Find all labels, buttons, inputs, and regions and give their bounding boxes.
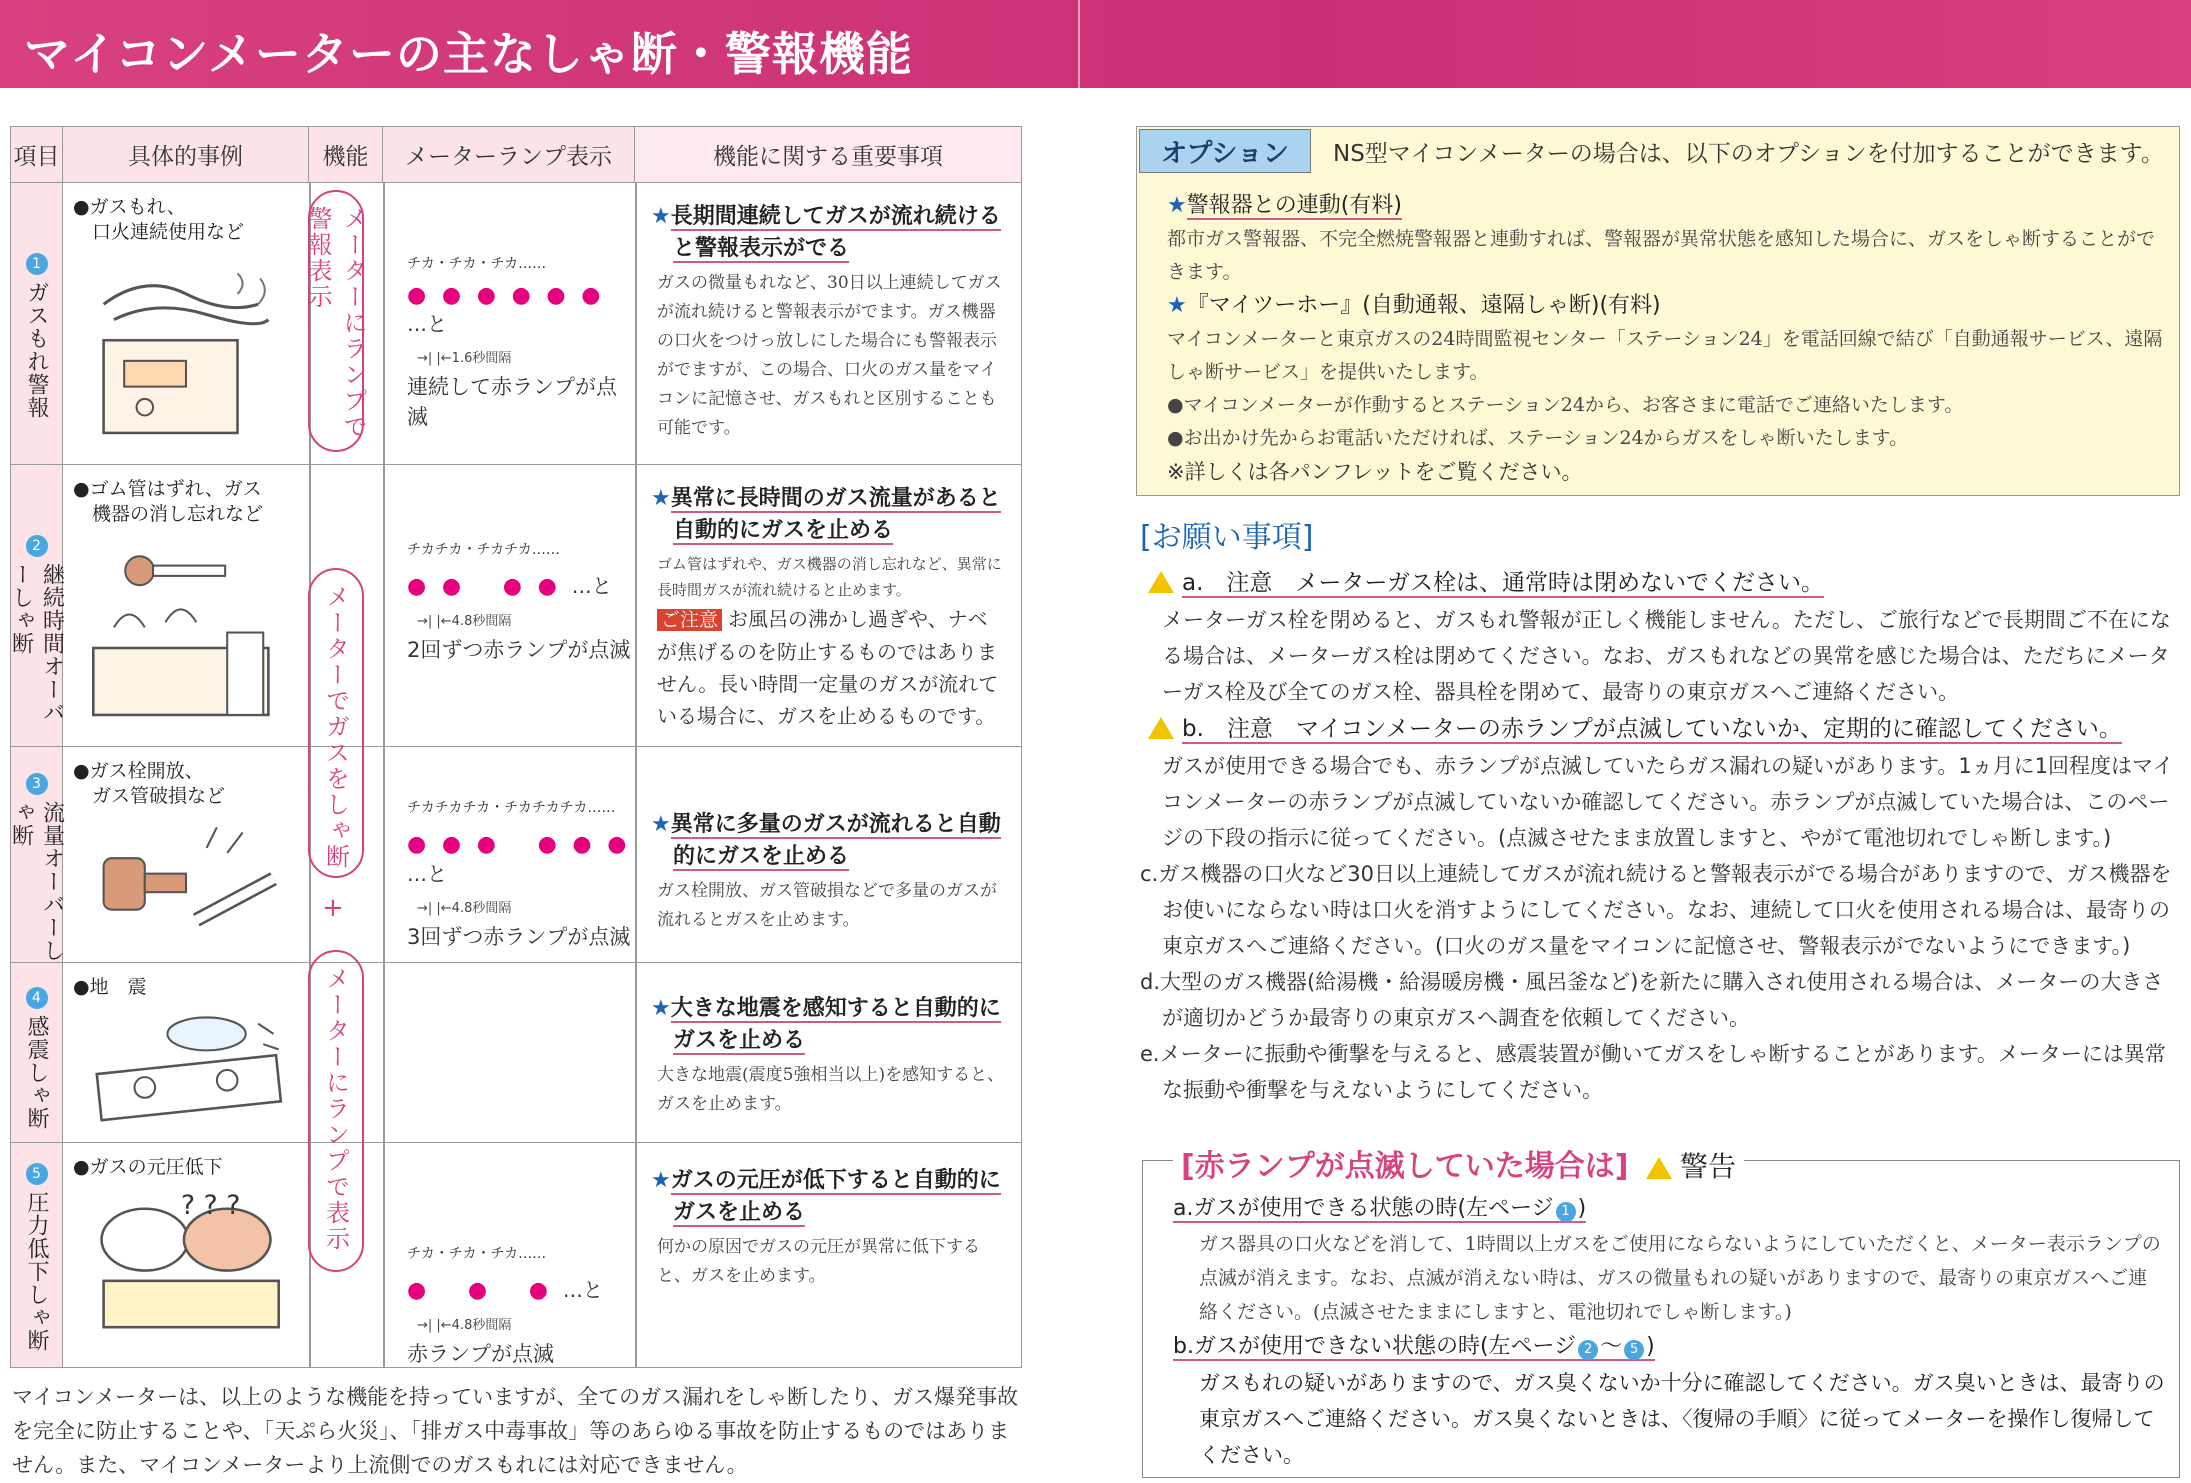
shared-lamp-cell: [383, 1243, 633, 1369]
important-heading: 長期間連続してガスが流れ続けると警報表示がでる: [670, 204, 1001, 261]
alert-box: [赤ランプが点滅していた場合は] 警告 a.ガスが使用できる状態の時(左ページ 1 ) ガス器具の口火などを消して、1時間以上ガスをご使用にならないようにしていただくと、メーター表示ランプの点滅が消えます。なお、点滅が消えない時は、ガスの微量もれの疑いがありますので、最寄りの東京ガスへご連絡ください。(点滅させたままにしますと、電池切れでしゃ断します。) b.ガスが使用できない状態の時(左ページ 2 ～ 5 ) ガスもれの疑いがありますので、ガス臭くないか十分に確認してください。ガス臭いときは、最寄りの東京ガスへご連絡ください。ガス臭くないときは、〈復帰の手順〉に従ってメーターを操作し復帰してください。: [1142, 1160, 2180, 1478]
example-text: ●ガス栓開放、 ガス管破損など: [73, 760, 226, 807]
title-banner: [0, 0, 2191, 88]
important-body: 何かの原因でガスの元圧が異常に低下すると、ガスを止めます。: [657, 1237, 980, 1286]
item-cell: [11, 183, 63, 464]
lamp-description: 2回ずつ赤ランプが点滅: [407, 638, 631, 662]
request-text: メーターガス栓を閉めると、ガスもれ警報が正しく機能しません。ただし、ご旅行などで長期間ご不在になる場合は、メーターガス栓は閉めてください。なお、ガスもれなどの異常を感じた場合は、ただちにメーターガス栓及び全てのガス栓、器具栓を閉めて、最寄りの東京ガスへご連絡ください。: [1162, 608, 2171, 704]
caution-note: お風呂の沸かし過ぎや、ナベが焦げるのを防止するものではありません。長い時間一定量のガスが流れている場合に、ガスを止めるものです。: [657, 607, 999, 728]
option-heading: 警報器との連動(有料): [1186, 193, 1402, 218]
earthquake-stove-illustration: [83, 1003, 289, 1127]
example-cell: [63, 465, 309, 746]
star-icon: ★: [651, 204, 671, 229]
lamp-cell: [383, 747, 633, 962]
lamp-caption: チカチカ・チカチカ……: [407, 542, 560, 558]
star-icon: ★: [1167, 193, 1187, 218]
item-number: 4: [26, 987, 48, 1009]
header-function: 機能: [309, 127, 383, 183]
example-text: ●ガスの元圧低下: [73, 1156, 223, 1178]
warning-icon: [1646, 1157, 1672, 1179]
alert-title: [赤ランプが点滅していた場合は] 警告: [1173, 1141, 1744, 1185]
lamp-dots: ● ● ● ● ● ● …と: [407, 283, 605, 336]
table-row: [11, 963, 1021, 1143]
example-text: ●ゴム管はずれ、ガス 機器の消し忘れなど: [73, 478, 264, 525]
lamp-cell: [383, 183, 633, 464]
item-label: 圧力低下しゃ断: [24, 1191, 49, 1352]
example-text: ●地 震: [73, 976, 147, 998]
item-number: 3: [26, 773, 48, 795]
alert-b-text: ガスもれの疑いがありますので、ガス臭くないか十分に確認してください。ガス臭いときは、最寄りの東京ガスへご連絡ください。ガス臭くないときは、〈復帰の手順〉に従ってメーターを操作し復帰してください。: [1199, 1371, 2165, 1467]
important-body: ゴム管はずれや、ガス機器の消し忘れなど、異常に長時間ガスが流れ続けると止めます。: [657, 555, 1002, 599]
caution-tag: ご注意: [657, 609, 722, 631]
star-icon: ★: [651, 812, 671, 837]
example-cell: [63, 183, 309, 464]
lamp-description: 3回ずつ赤ランプが点滅: [407, 925, 631, 949]
item-cell: [11, 1143, 63, 1367]
alert-a-text: ガス器具の口火などを消して、1時間以上ガスをご使用にならないようにしていただくと、メーター表示ランプの点滅が消えます。なお、点滅が消えない時は、ガスの微量もれの疑いがありますので、最寄りの東京ガスへご連絡ください。(点滅させたままにしますと、電池切れでしゃ断します。): [1199, 1233, 2161, 1323]
important-heading: 異常に長時間のガス流量があると自動的にガスを止める: [670, 486, 1001, 543]
important-cell: [635, 465, 1021, 746]
lamp-dots: ● ● ● ● …と: [407, 574, 612, 599]
important-cell: [635, 747, 1021, 962]
important-body: ガスの微量もれなど、30日以上連続してガスが流れ続けると警報表示がでます。ガス機器の口火をつけっ放しにした場合にも警報表示がでますが、この場合、口火のガス量をマイコンに記憶させ、ガスもれと区別することも可能です。: [657, 273, 1002, 438]
important-body: 大きな地震(震度5強相当以上)を感知すると、ガスを止めます。: [657, 1065, 1005, 1114]
example-cell: [63, 1143, 309, 1367]
example-cell: [63, 963, 309, 1142]
stove-pot-illustration: [83, 545, 289, 720]
requests-section: [1140, 512, 2180, 1108]
example-text: ●ガスもれ、 口火連続使用など: [73, 196, 245, 243]
header-item: 項目: [11, 127, 63, 183]
item-label: 感震しゃ断: [24, 1015, 49, 1130]
function-shutoff-pill: メーターでガスをしゃ断: [308, 568, 364, 878]
gas-valve-illustration: [83, 817, 289, 951]
header-lamp: メーターランプ表示: [383, 127, 635, 183]
page-title: マイコンメーターの主なしゃ断・警報機能: [24, 27, 913, 81]
svg-text:? ? ?: ? ? ?: [180, 1189, 241, 1221]
pressure-drop-illustration: [83, 1183, 289, 1338]
item-label: 継続時間オーバーしゃ断: [8, 563, 65, 724]
request-item: c.ガス機器の口火など30日以上連続してガスが流れ続けると警報表示がでる場合がありますので、ガス機器をお使いにならない時は口火を消すようにしてください。なお、連続して口火を使用される場合は、最寄りの東京ガスへご連絡ください。(口火のガス量をマイコンに記憶させ、警報表示がでないようにできます。): [1140, 862, 2172, 958]
request-item: e.メーターに振動や衝撃を与えると、感震装置が働いてガスをしゃ断することがあります。メーターには異常な振動や衝撃を与えないようにしてください。: [1140, 1042, 2166, 1102]
option-box: [1136, 126, 2180, 496]
important-heading: 異常に多量のガスが流れると自動的にガスを止める: [670, 812, 1001, 869]
page-fold: [1078, 0, 1080, 88]
example-cell: [63, 747, 309, 962]
lamp-interval: →| |←4.8秒間隔: [417, 614, 512, 629]
item-number: 5: [26, 1163, 48, 1185]
requests-title: [お願い事項]: [1140, 520, 1314, 555]
function-plus: +: [322, 893, 344, 923]
ref-number: 2: [1578, 1340, 1598, 1360]
gas-leak-illustration: [83, 263, 289, 438]
important-heading: 大きな地震を感知すると自動的にガスを止める: [670, 996, 1001, 1053]
function-lamp-pill: メーターにランプで表示: [308, 950, 364, 1272]
lamp-dots: ● ● ● …と: [407, 1278, 603, 1303]
important-cell: [635, 1143, 1021, 1367]
option-lead: NS型マイコンメーターの場合は、以下のオプションを付加することができます。: [1333, 141, 2164, 167]
lamp-dots: ● ● ● ● ● ● …と: [407, 832, 631, 886]
request-heading: a. 注意 メーターガス栓は、通常時は閉めないでください。: [1182, 570, 1824, 596]
ref-number: 1: [1556, 1202, 1576, 1222]
star-icon: ★: [651, 486, 671, 511]
lamp-interval: →| |←4.8秒間隔: [417, 1318, 512, 1333]
lamp-cell: [383, 465, 633, 746]
lamp-caption: チカ・チカ・チカ……: [407, 256, 547, 272]
item-cell: [11, 963, 63, 1142]
item-label: ガスもれ警報: [24, 281, 49, 419]
item-cell: [8, 465, 65, 746]
lamp-description: 連続して赤ランプが点滅: [407, 375, 617, 429]
item-label: 流量オーバーしゃ断: [8, 801, 65, 962]
alert-a-heading: a.ガスが使用できる状態の時(左ページ: [1173, 1196, 1554, 1221]
header-example: 具体的事例: [63, 127, 309, 183]
option-tag: オプション: [1139, 129, 1311, 173]
star-icon: ★: [651, 996, 671, 1021]
request-heading: b. 注意 マイコンメーターの赤ランプが点滅していないか、定期的に確認してください。: [1182, 716, 2122, 742]
item-cell: [8, 747, 65, 962]
table-row: [8, 465, 1021, 747]
function-table: [10, 126, 1022, 1368]
star-icon: ★: [651, 1168, 671, 1193]
warning-icon: [1148, 571, 1174, 593]
alert-b-heading: b.ガスが使用できない状態の時(左ページ: [1173, 1334, 1577, 1359]
lamp-description: 赤ランプが点滅: [407, 1342, 554, 1366]
lamp-caption: チカチカチカ・チカチカチカ……: [407, 800, 616, 816]
alert-label: 警告: [1679, 1150, 1736, 1183]
ref-number: 5: [1624, 1340, 1644, 1360]
option-text: ●マイコンメーターが作動するとステーション24から、お客さまに電話でご連絡いたします。: [1167, 394, 1964, 416]
important-body: ガス栓開放、ガス管破損などで多量のガスが流れるとガスを止めます。: [657, 881, 997, 930]
item-number: 2: [26, 535, 48, 557]
table-row: [8, 747, 1021, 963]
important-cell: [635, 963, 1021, 1142]
lamp-caption: チカ・チカ・チカ……: [407, 1246, 547, 1262]
option-text: マイコンメーターと東京ガスの24時間監視センター「ステーション24」を電話回線で結び「自動通報サービス、遠隔しゃ断サービス」を提供いたします。: [1167, 328, 2163, 383]
option-text: ●お出かけ先からお電話いただければ、ステーション24からガスをしゃ断いたします。: [1167, 427, 1909, 449]
option-note: ※詳しくは各パンフレットをご覧ください。: [1167, 460, 1583, 484]
request-text: ガスが使用できる場合でも、赤ランプが点滅していたらガス漏れの疑いがあります。1ヵ月に1回程度はマイコンメーターの赤ランプが点滅していないか確認してください。赤ランプが点滅していた場合は、このページの下段の指示に従ってください。(点滅させたまま放置しますと、やがて電池切れでしゃ断します。): [1162, 754, 2174, 850]
item-number: 1: [26, 253, 48, 275]
star-icon: ★: [1167, 293, 1187, 318]
important-cell: [635, 183, 1021, 464]
warning-icon: [1148, 717, 1174, 739]
option-heading: 『マイツーホー』(自動通報、遠隔しゃ断)(有料): [1186, 293, 1661, 318]
option-text: 都市ガス警報器、不完全燃焼警報器と連動すれば、警報器が異常状態を感知した場合に、ガスをしゃ断することができます。: [1167, 228, 2156, 283]
function-warning-pill: メーターにランプで警報表示: [308, 190, 364, 452]
request-item: d.大型のガス機器(給湯機・給湯暖房機・風呂釜など)を新たに購入され使用される場合は、メーターの大きさが適切かどうか最寄りの東京ガスへ調査を依頼してください。: [1140, 970, 2164, 1030]
table-row: [11, 183, 1021, 465]
lamp-interval: →| |←1.6秒間隔: [417, 351, 512, 366]
header-important: 機能に関する重要事項: [635, 127, 1021, 183]
lamp-interval: →| |←4.8秒間隔: [417, 901, 512, 916]
footer-note: マイコンメーターは、以上のような機能を持っていますが、全てのガス漏れをしゃ断したり、ガス爆発事故を完全に防止することや、「天ぷら火災」、「排ガス中毒事故」等のあらゆる事故を防止するものではありません。また、マイコンメーターより上流側でのガスもれには対応できません。: [12, 1385, 1019, 1477]
important-heading: ガスの元圧が低下すると自動的にガスを止める: [670, 1168, 1001, 1225]
